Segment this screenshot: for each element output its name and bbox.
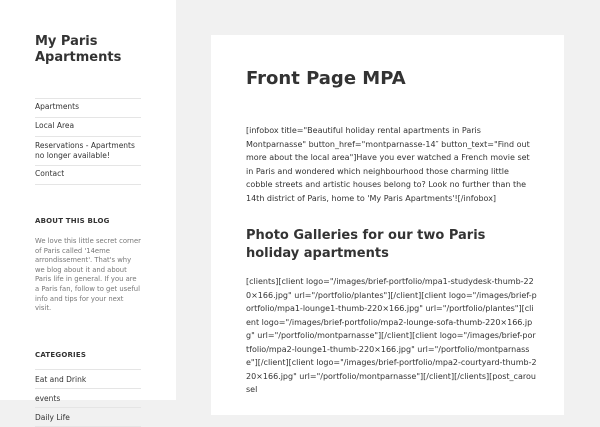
category-item-events[interactable]: events <box>35 389 141 408</box>
site-title[interactable]: My Paris Apartments <box>35 34 122 65</box>
category-item-daily-life[interactable]: Daily Life <box>35 408 141 427</box>
main-content <box>211 35 564 415</box>
about-widget-title: ABOUT THIS BLOG <box>35 217 110 225</box>
page-title: Front Page MPA <box>246 68 406 89</box>
about-widget-text: We love this little secret corner of Paris called '14eme arrondissement'. That's why we blog about it and about Paris life in general. If you are a Paris fan, follow to get useful info and tips for your next visit. <box>35 237 141 313</box>
categories-list <box>35 369 141 427</box>
main-navigation <box>35 98 141 185</box>
clients-shortcode-text: [clients][client logo="/images/brief-portfolio/mpa1-studydesk-thumb-220×166.jpg" url="/portfolio/plantes"][/client][client logo="/images/brief-portfolio/mpa1-lounge1-thumb-220×166.jpg" url="/portfolio/plantes"][client logo="/images/brief-portfolio/mpa2-lounge-sofa-thumb-220×166.jpg" url="/portfolio/montparnasse"][/client][client logo="/images/brief-portfolio/mpa2-lounge1-thumb-220×166.jpg" url="/portfolio/montparnasse"][/client][client logo="/images/brief-portfolio/mpa2-courtyard-thumb-220×166.jpg" url="/portfolio/montparnasse"][/client][/clients][post_carousel <box>246 277 537 394</box>
nav-item-apartments[interactable]: Apartments <box>35 99 141 118</box>
sidebar <box>0 0 176 422</box>
nav-item-local-area[interactable]: Local Area <box>35 118 141 137</box>
categories-widget-title: CATEGORIES <box>35 350 87 359</box>
nav-item-contact[interactable]: Contact <box>35 166 141 185</box>
gallery-heading: Photo Galleries for our two Paris holiday apartments <box>246 228 486 261</box>
infobox-shortcode-text: [infobox title="Beautiful holiday rental apartments in Paris Montparnasse" button_href="montparnasse-14″ button_text="Find out more about the local area"]Have you ever watched a French movie set in Paris and wondered which neighbourhood those charming little cobble streets and artistic houses belong to? Look no further than the 14th district of Paris, home to 'My Paris Apartments'![/infobox] <box>246 126 530 203</box>
nav-item-reservations[interactable]: Reservations - Apartments no longer available! <box>35 137 141 166</box>
category-item-eat-and-drink[interactable]: Eat and Drink <box>35 370 141 389</box>
